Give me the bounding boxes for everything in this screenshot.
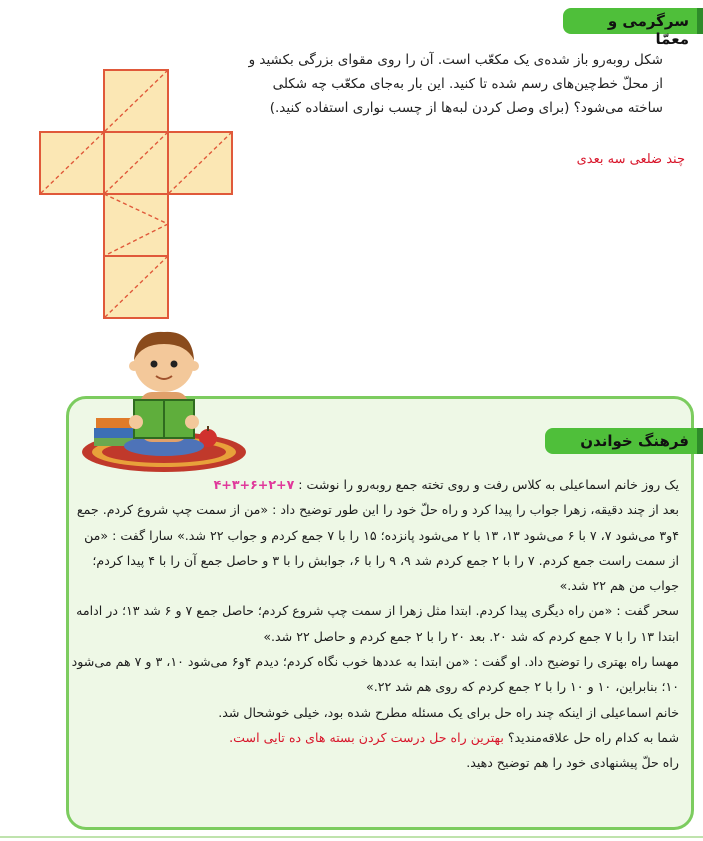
reading-paragraph-7: راه حلّ پیشنهادی خود را هم توضیح دهید. <box>466 755 679 771</box>
boy-reading-illustration <box>78 326 248 476</box>
handwritten-note: بهترین راه حل درست کردن بسته های ده تایی است. <box>229 729 504 745</box>
reading-paragraph-2: بعد از چند دقیقه، زهرا جواب را پیدا کرد و راه حلّ خود را این طور توضیح داد : «من از سمت چپ شروع کردم. جمع ۴و۳ می‌شود ۷، ۷ با ۶ می‌شود ۱۳، ۱۳ با ۲ می‌شود پانزده؛ ۱۵ را با ۷ جمع کردم و جواب ۲۲ شد.» سارا گفت : «من از سمت راست جمع کردم. ۷ را با ۲ جمع کردم شد ۹، ۹ را با ۶، جوابش را با ۳ و حاصل جمع آن را با ۴ پیدا کردم؛ جواب من هم ۲۲ شد.» <box>76 502 679 594</box>
sum-expression: ۷+۲+۶+۳+۴ <box>213 477 295 492</box>
reading-line1-prefix: یک روز خانم اسماعیلی به کلاس رفت و روی تخته جمع روبه‌رو را نوشت : <box>298 477 679 492</box>
reading-paragraph-5: خانم اسماعیلی از اینکه چند راه حل برای یک مسئله مطرح شده بود، خیلی خوشحال شد. <box>218 704 679 720</box>
reading-paragraph-4: مهسا راه بهتری را توضیح داد. او گفت : «من ابتدا به عددها خوب نگاه کردم؛ دیدم ۴و۶ می‌شود ۱۰، ۳ و ۷ هم می‌شود ۱۰؛ بنابراین، ۱۰ و ۱۰ را با ۲ جمع کردم که روی هم شد ۲۲.» <box>71 654 679 695</box>
handwritten-answer: چند ضلعی سه بعدی <box>576 152 685 167</box>
reading-text <box>71 472 679 776</box>
reading-line1 <box>71 472 679 497</box>
cube-net-figure <box>38 68 234 324</box>
section-title-reading: فرهنگ خواندن <box>545 428 703 454</box>
puzzle-text: شکل روبه‌رو باز شده‌ی یک مکعّب است. آن را روی مقوای بزرگی بکشید و از محلّ خط‌چین‌های رسم شده تا کنید. این بار به‌جای مکعّب چه شکلی ساخته می‌شود؟ (برای وصل کردن لبه‌ها از چسب نواری استفاده کنید.) <box>248 52 663 116</box>
reading-paragraph-6 <box>71 725 679 750</box>
reading-paragraph-3: سحر گفت : «من راه دیگری پیدا کردم. ابتدا مثل زهرا از سمت چپ شروع کردم؛ حاصل جمع ۷ و ۶ شد ۱۳؛ در ادامه ابتدا ۱۳ را با ۷ جمع کردم که شد ۲۰. بعد ۲۰ را با ۲ جمع کردم و حاصل ۲۲ شد.» <box>76 603 679 644</box>
reading-question: شما به کدام راه حل علاقه‌مندید؟ <box>507 729 679 745</box>
bottom-rule <box>0 836 703 838</box>
section-title-puzzle: سرگرمی و معمّا <box>563 8 703 34</box>
